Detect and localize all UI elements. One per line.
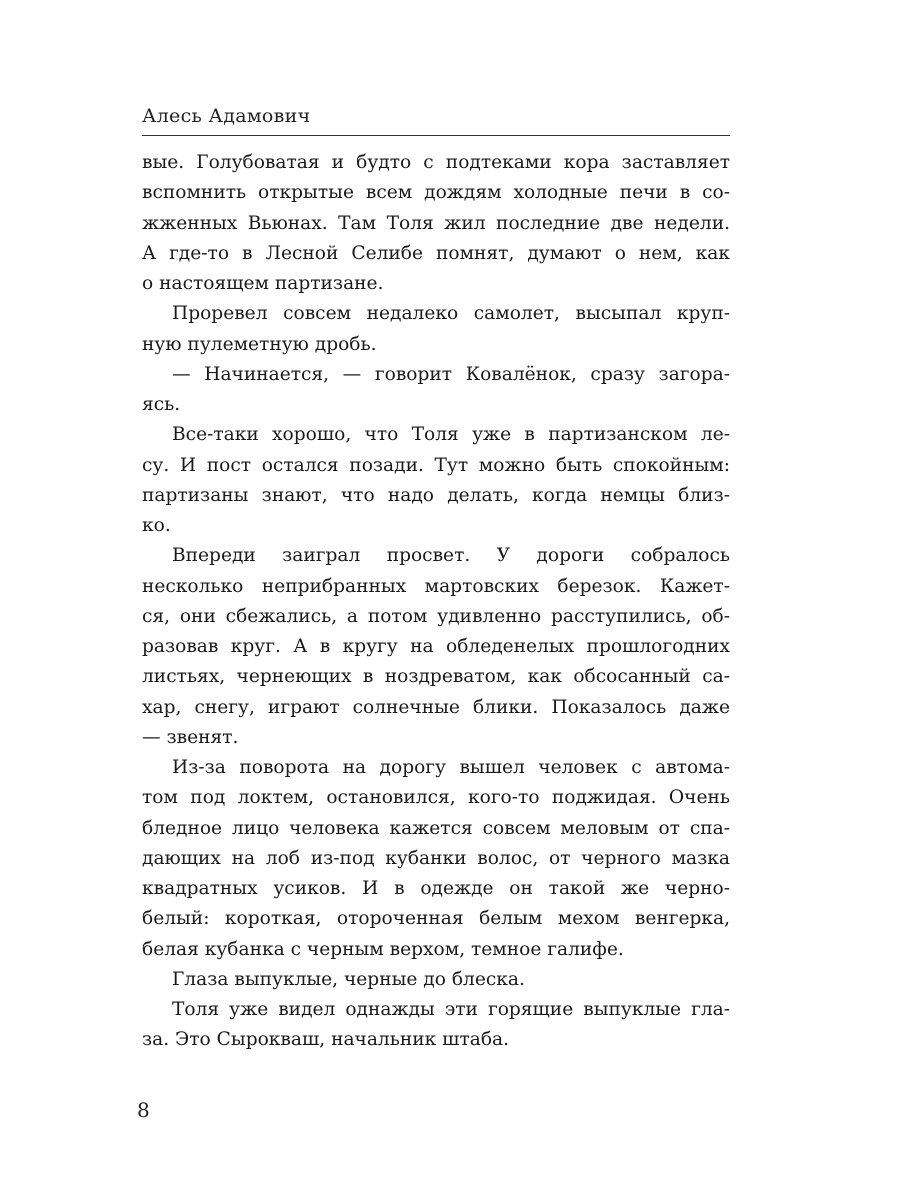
running-head-author: Алесь Адамович: [142, 105, 311, 127]
text-line: том под локтем, остановился, кого-то поджидая. Очень: [142, 787, 730, 809]
body-text: [142, 148, 730, 1056]
page-number: 8: [137, 1098, 150, 1122]
text-line: о настоящем партизане.: [142, 273, 384, 294]
text-line: ясь.: [142, 394, 181, 415]
text-line: ко.: [142, 515, 171, 536]
text-line: несколько неприбранных мартовских березок. Кажет-: [142, 575, 730, 597]
header-rule: [142, 135, 730, 136]
text-line: квадратных усиков. И в одежде он такой же черно-: [142, 878, 730, 899]
text-line: дающих на лоб из-под кубанки волос, от черного мазка: [142, 847, 730, 869]
text-line: жженных Вьюнах. Там Толя жил последние две недели.: [142, 212, 730, 234]
text-line: Проревел совсем недалеко самолет, высыпал круп-: [172, 303, 730, 325]
text-line: белая кубанка с черным верхом, темное галифе.: [142, 938, 624, 960]
text-line: Все-таки хорошо, что Толя уже в партизанском ле-: [172, 424, 730, 446]
text-line: разовав круг. А в кругу на обледенелых прошлогодних: [142, 636, 730, 657]
text-line: — Начинается, — говорит Ковалёнок, сразу загора-: [172, 363, 730, 385]
text-line: Впереди заиграл просвет. У дороги собралось: [172, 545, 730, 567]
text-line: — звенят.: [142, 726, 239, 748]
text-line: вспомнить открытые всем дождям холодные печи в со-: [142, 182, 730, 204]
text-line: бледное лицо человека кажется совсем меловым от спа-: [142, 817, 730, 839]
text-line: су. И пост остался позади. Тут можно быть спокойным:: [142, 454, 730, 476]
text-line: Из-за поворота на дорогу вышел человек с автома-: [172, 757, 730, 778]
text-line: листьях, чернеющих в ноздреватом, как обсосанный са-: [142, 666, 730, 688]
text-line: ную пулеметную дробь.: [142, 333, 377, 355]
text-line: партизаны знают, что надо делать, когда немцы близ-: [142, 484, 730, 506]
text-line: Глаза выпуклые, черные до блеска.: [172, 968, 525, 990]
text-line: хар, снегу, играют солнечные блики. Показалось даже: [142, 696, 730, 718]
text-line: А где-то в Лесной Селибе помнят, думают о нем, как: [142, 242, 730, 264]
text-line: за. Это Сырокваш, начальник штаба.: [142, 1029, 510, 1051]
text-line: вые. Голубоватая и будто с подтеками кора заставляет: [142, 152, 730, 173]
text-line: ся, они сбежались, а потом удивленно расступились, об-: [142, 605, 730, 627]
text-line: Толя уже видел однажды эти горящие выпуклые гла-: [172, 999, 730, 1020]
text-line: белый: короткая, отороченная белым мехом венгерка,: [142, 908, 730, 930]
